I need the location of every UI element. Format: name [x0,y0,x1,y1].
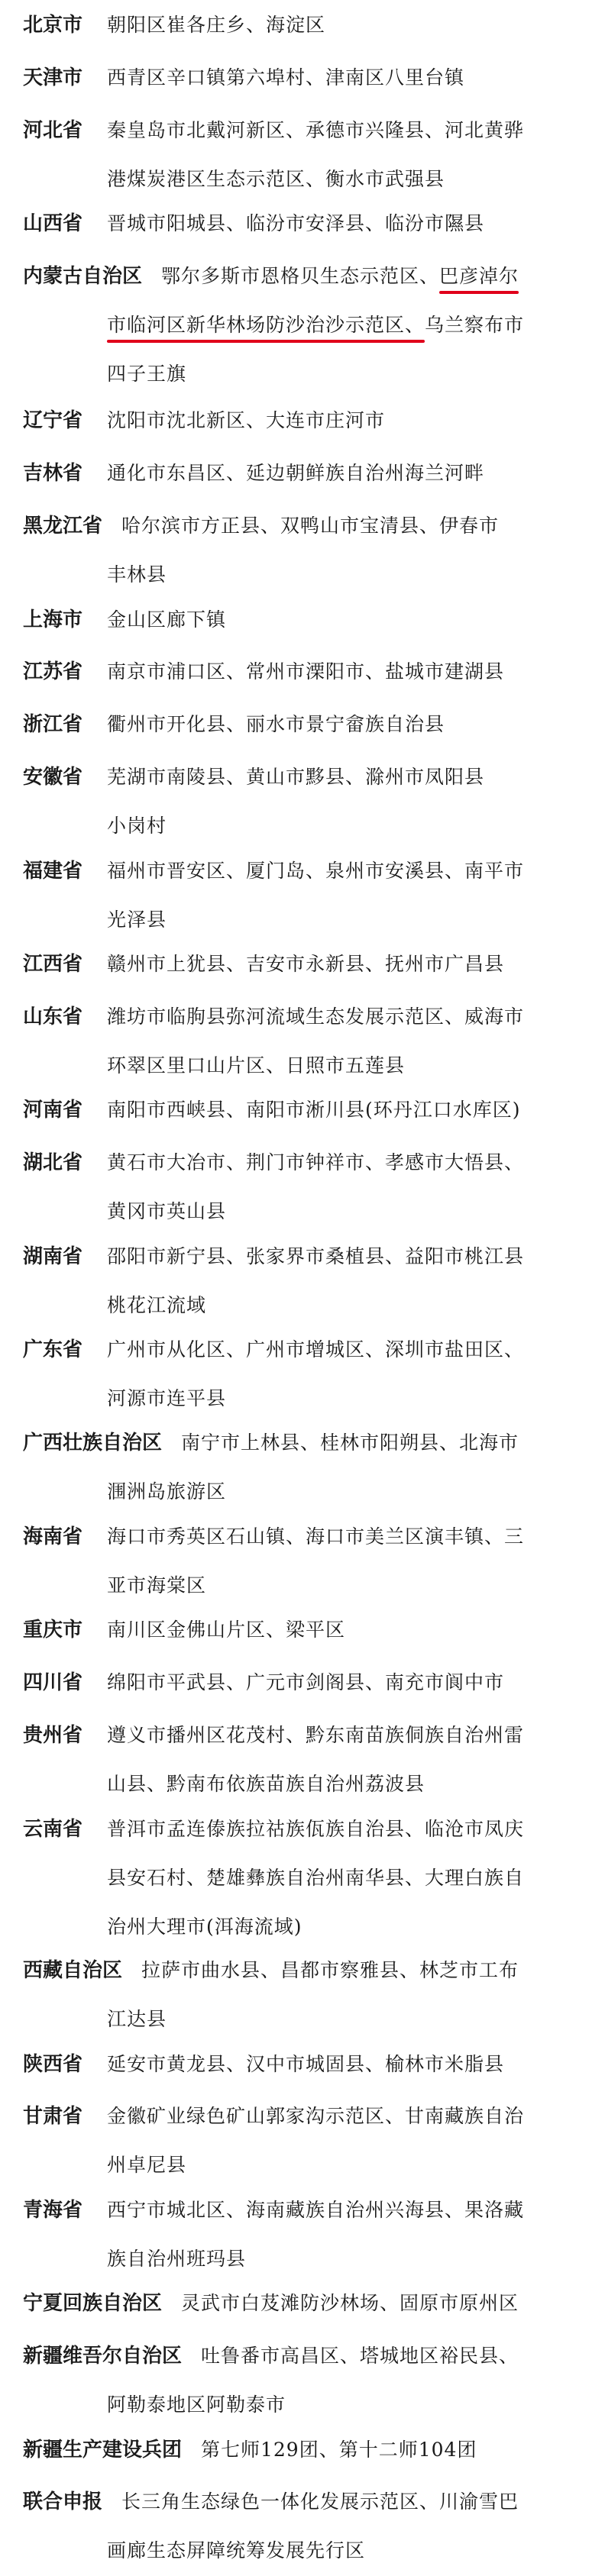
entry-text-line: 延安市黄龙县、汉中市城固县、榆林市米脂县 [107,2053,505,2075]
entry-text-line: 长三角生态绿色一体化发展示范区、川渝雪巴 [121,2490,519,2513]
entry-text-line: 金山区廊下镇 [107,608,227,631]
province-label: 吉林省 [23,462,83,485]
province-label: 甘肃省 [23,2105,83,2128]
entry-text-line: 晋城市阳城县、临汾市安泽县、临汾市隰县 [107,212,485,234]
entry-text-line: 阿勒泰地区阿勒泰市 [107,2394,286,2416]
province-label: 河南省 [23,1099,83,1122]
province-label: 福建省 [23,860,83,883]
province-label: 江西省 [23,953,83,976]
province-label: 西藏自治区 [23,1959,123,1982]
province-label: 内蒙古自治区 [23,265,143,288]
entry-text-line: 桃花江流域 [107,1294,207,1316]
entry-text-line: 拉萨市曲水县、昌都市察雅县、林芝市工布 [141,1959,519,1981]
entry-text-line: 遵义市播州区花茂村、黔东南苗族侗族自治州雷 [107,1724,525,1746]
province-label: 贵州省 [23,1724,83,1747]
entry-text-line: 山县、黔南布依族苗族自治州荔波县 [107,1773,425,1795]
province-label: 新疆维吾尔自治区 [23,2345,183,2368]
entry-text-line: 丰林县 [107,563,167,586]
province-label: 海南省 [23,1525,83,1548]
province-label: 湖南省 [23,1245,83,1268]
province-label: 联合申报 [23,2490,103,2513]
entry-text-line: 通化市东昌区、延边朝鲜族自治州海兰河畔 [107,462,485,484]
entry-text-line: 江达县 [107,2008,167,2030]
province-label: 山东省 [23,1006,83,1028]
entry-text-line: 南川区金佛山片区、梁平区 [107,1619,346,1641]
province-label: 重庆市 [23,1619,83,1641]
province-label: 广东省 [23,1338,83,1361]
entry-text-line: 鄂尔多斯市恩格贝生态示范区、巴彦淖尔 [161,265,519,287]
entry-text-line: 小岗村 [107,815,167,837]
entry-text-line: 黄石市大冶市、荆门市钟祥市、孝感市大悟县、 [107,1151,525,1173]
entry-text-line: 秦皇岛市北戴河新区、承德市兴隆县、河北黄骅 [107,119,525,141]
red-underline-mark [107,340,425,343]
entry-text-line: 治州大理市(洱海流域) [107,1916,302,1938]
province-label: 广西壮族自治区 [23,1432,163,1454]
entry-text-line: 哈尔滨市方正县、双鸭山市宝清县、伊春市 [121,515,500,537]
entry-text-line: 南京市浦口区、常州市溧阳市、盐城市建湖县 [107,660,505,683]
province-label: 上海市 [23,608,83,631]
entry-text-line: 邵阳市新宁县、张家界市桑植县、益阳市桃江县 [107,1245,525,1267]
province-label: 陕西省 [23,2053,83,2076]
entry-text-line: 族自治州班玛县 [107,2248,247,2270]
entry-text-line: 普洱市孟连傣族拉祜族佤族自治县、临沧市凤庆 [107,1818,525,1840]
entry-text-line: 西宁市城北区、海南藏族自治州兴海县、果洛藏 [107,2199,525,2221]
province-label: 辽宁省 [23,409,83,432]
entry-text-line: 光泽县 [107,909,167,931]
entry-text-line: 芜湖市南陵县、黄山市黟县、滁州市凤阳县 [107,766,485,788]
province-label: 云南省 [23,1818,83,1841]
province-label: 黑龙江省 [23,515,103,537]
province-label: 新疆生产建设兵团 [23,2439,183,2461]
province-label: 浙江省 [23,713,83,736]
province-label: 山西省 [23,212,83,235]
entry-text-line: 黄冈市英山县 [107,1200,227,1222]
entry-text-line: 西青区辛口镇第六埠村、津南区八里台镇 [107,66,465,89]
entry-text-line: 朝阳区崔各庄乡、海淀区 [107,14,326,36]
entry-text-line: 沈阳市沈北新区、大连市庄河市 [107,409,386,431]
entry-text-line: 市临河区新华林场防沙治沙示范区、乌兰察布市 [107,314,525,336]
entry-text-line: 潍坊市临朐县弥河流域生态发展示范区、威海市 [107,1006,525,1028]
province-label: 青海省 [23,2199,83,2222]
entry-text-line: 第七师129团、第十二师104团 [201,2439,477,2461]
entry-text-line: 画廊生态屏障统筹发展先行区 [107,2539,366,2561]
entry-text-line: 县安石村、楚雄彝族自治州南华县、大理白族自 [107,1867,525,1889]
entry-text-line: 南阳市西峡县、南阳市淅川县(环丹江口水库区) [107,1099,521,1121]
entry-text-line: 涠洲岛旅游区 [107,1480,227,1503]
province-label: 北京市 [23,14,83,37]
entry-text-line: 吐鲁番市高昌区、塔城地区裕民县、 [201,2345,519,2367]
province-label: 宁夏回族自治区 [23,2292,163,2315]
province-label: 安徽省 [23,766,83,789]
province-label: 江苏省 [23,660,83,683]
entry-text-line: 河源市连平县 [107,1387,227,1409]
red-underline-mark [439,291,519,294]
entry-text-line: 赣州市上犹县、吉安市永新县、抚州市广昌县 [107,953,505,975]
entry-text-line: 金徽矿业绿色矿山郭家沟示范区、甘南藏族自治 [107,2105,525,2127]
entry-text-line: 衢州市开化县、丽水市景宁畲族自治县 [107,713,445,735]
entry-text-line: 福州市晋安区、厦门岛、泉州市安溪县、南平市 [107,860,525,882]
entry-text-line: 广州市从化区、广州市增城区、深圳市盐田区、 [107,1338,525,1361]
province-label: 天津市 [23,66,83,89]
province-label: 四川省 [23,1671,83,1694]
entry-text-line: 州卓尼县 [107,2154,187,2176]
entry-text-line: 亚市海棠区 [107,1574,207,1596]
province-label: 湖北省 [23,1151,83,1174]
entry-text-line: 灵武市白芨滩防沙林场、固原市原州区 [181,2292,519,2314]
entry-text-line: 绵阳市平武县、广元市剑阁县、南充市阆中市 [107,1671,505,1693]
entry-text-line: 海口市秀英区石山镇、海口市美兰区演丰镇、三 [107,1525,525,1548]
entry-text-line: 环翠区里口山片区、日照市五莲县 [107,1054,406,1077]
entry-text-line: 港煤炭港区生态示范区、衡水市武强县 [107,168,445,190]
province-label: 河北省 [23,119,83,142]
entry-text-line: 南宁市上林县、桂林市阳朔县、北海市 [181,1432,519,1454]
entry-text-line: 四子王旗 [107,363,187,385]
